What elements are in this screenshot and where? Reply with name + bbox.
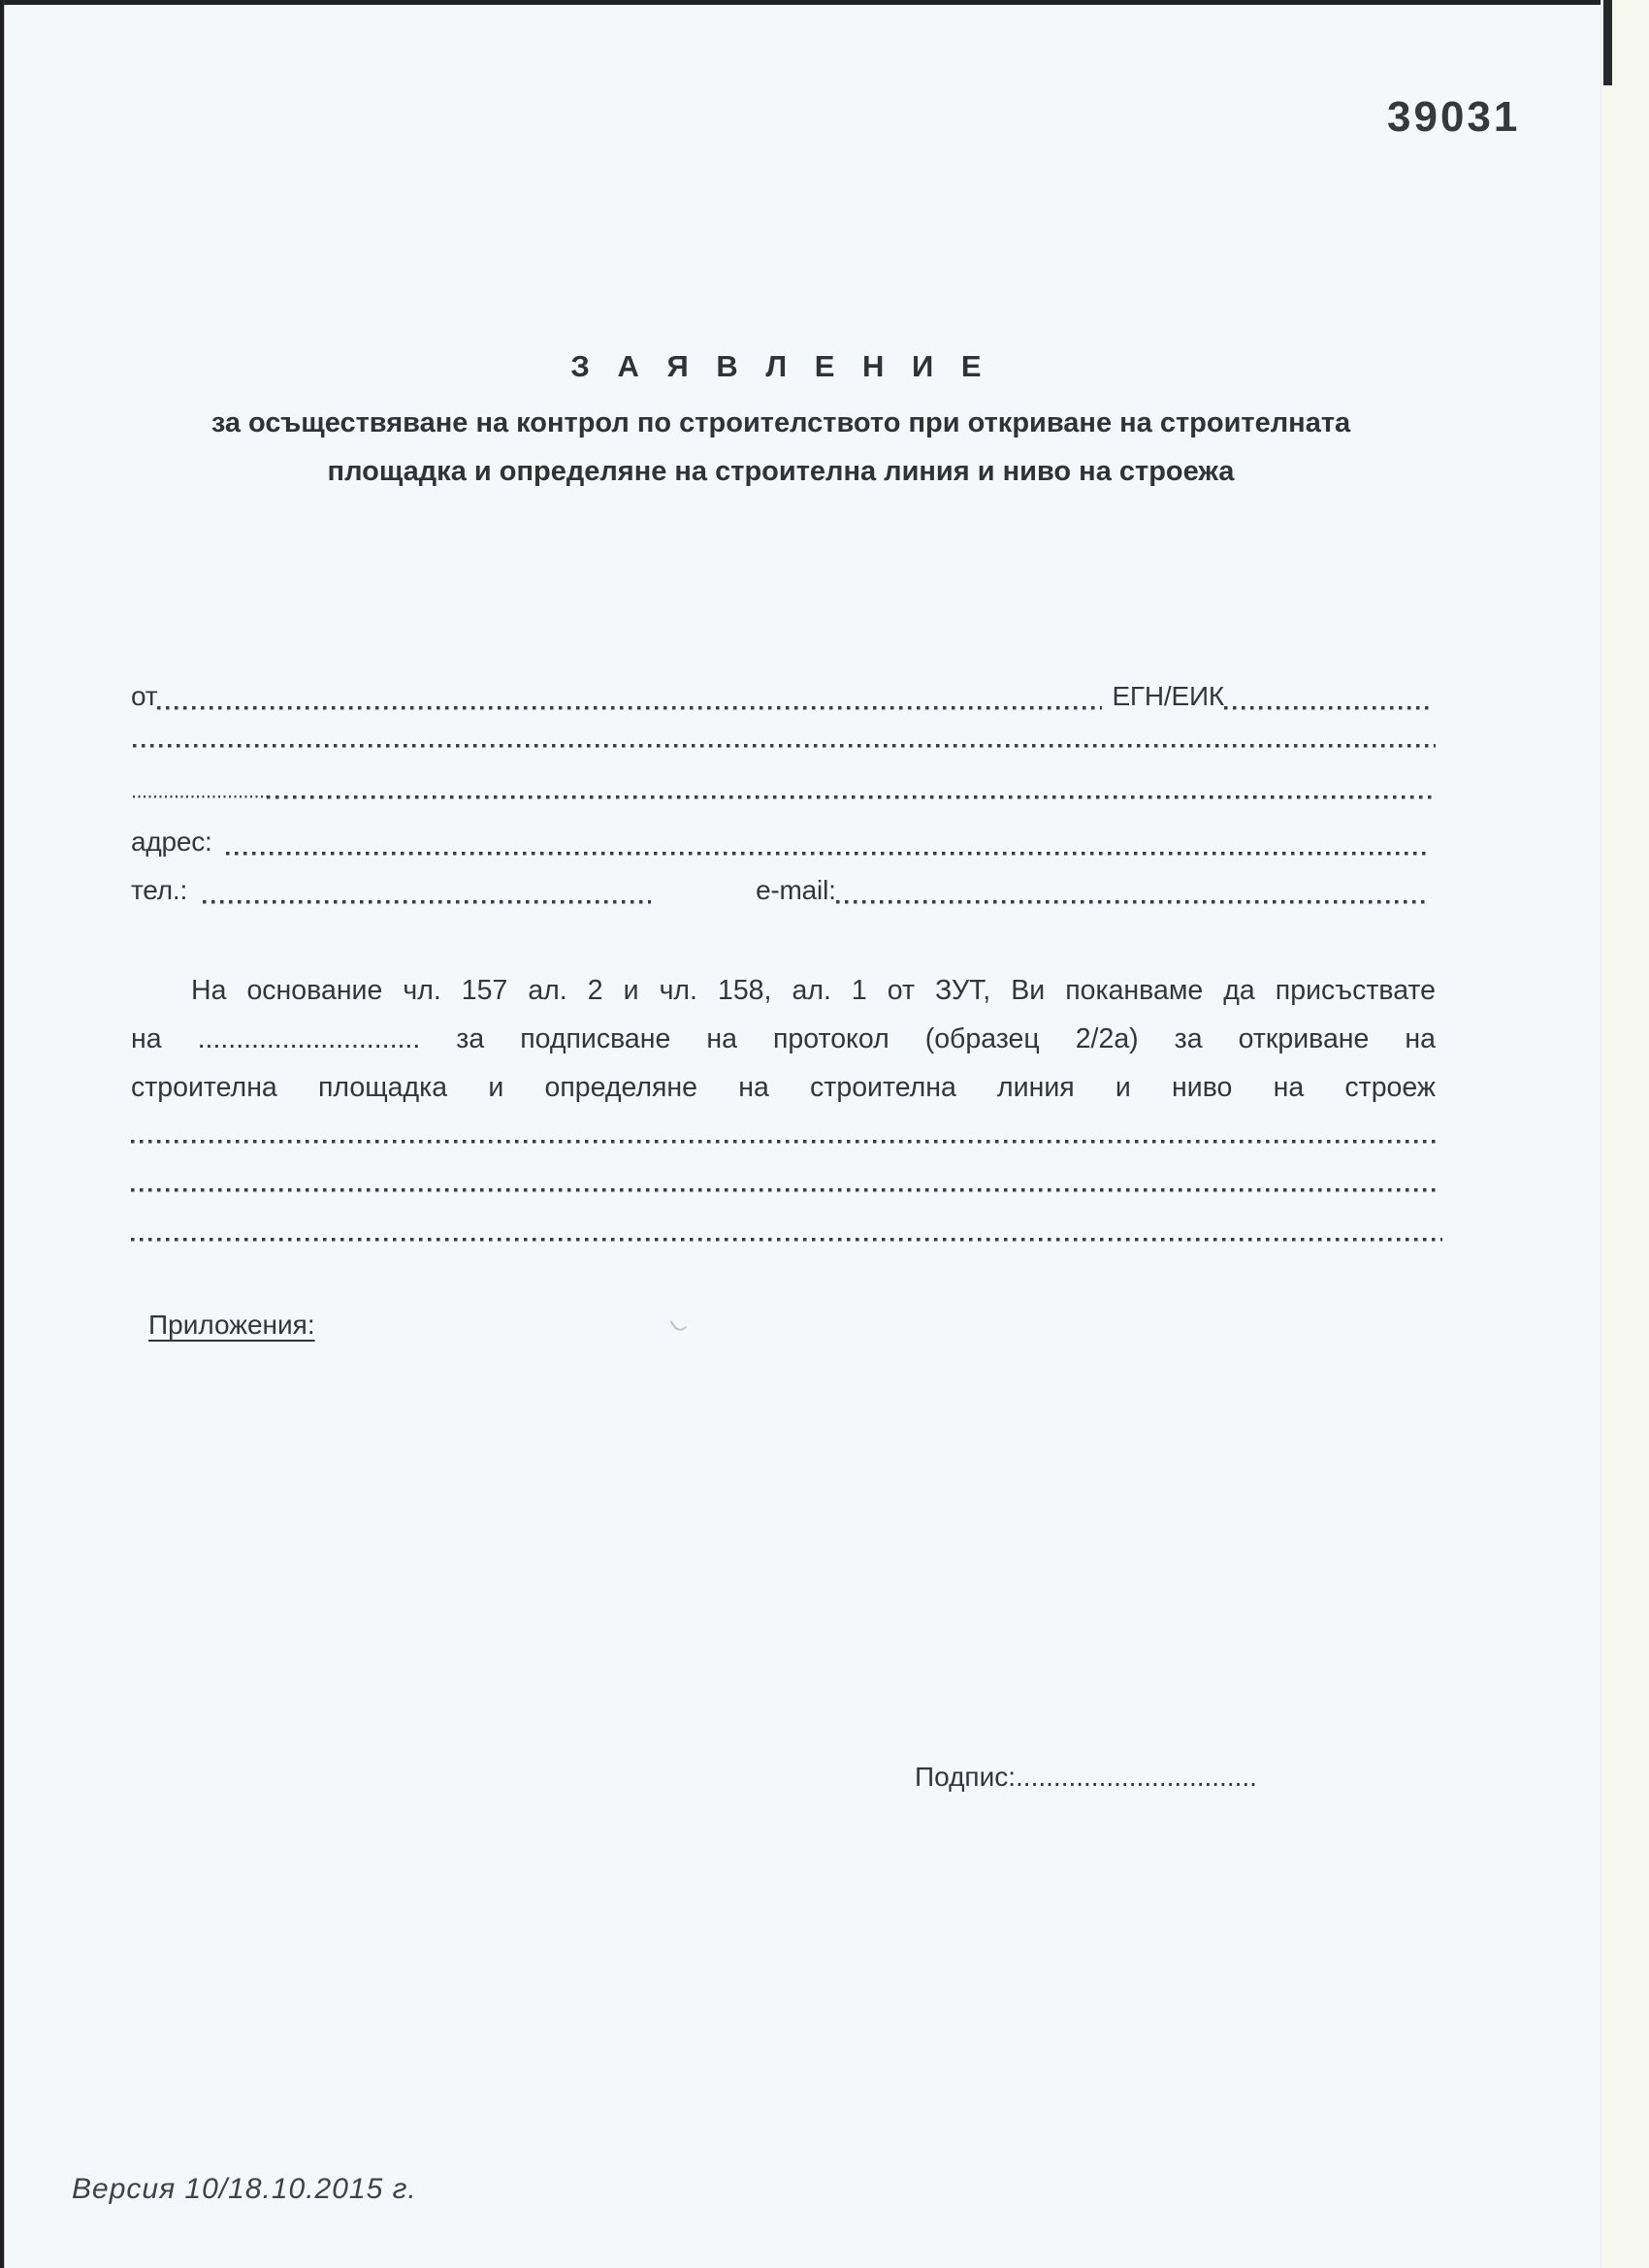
scan-edge-left [0,0,5,2268]
scan-edge-top [0,0,1649,5]
version-note: Версия 10/18.10.2015 г. [72,2173,417,2205]
scan-speckle [670,1315,688,1334]
body-paragraph [131,966,1436,1112]
phone-email-row [131,871,1429,910]
body-line2: на ............................. за подписване на протокол (образец 2/2а) за откриване на [131,1023,1436,1054]
address-fill-line [226,823,1429,861]
phone-fill-line [203,871,651,910]
body-fill-line-1 [131,1140,1436,1144]
form-subtitle-line2: площадка и определяне на строителна линия и ниво на строежа [327,456,1235,487]
egn-fill-line [1224,677,1434,716]
form-subtitle-line1: за осъществяване на контрол по строителството при откриване на строителната [210,407,1351,438]
scan-edge-notch [1603,0,1612,85]
form-title: З А Я В Л Е Н И Е [570,349,991,383]
body-line1: На основание чл. 157 ал. 2 и чл. 158, ал. 1 от ЗУТ, Ви поканваме да присъствате [191,975,1436,1006]
body-fill-line-3 [131,1238,1442,1242]
body-fill-line-2 [131,1188,1440,1192]
address-row [131,823,1429,861]
egn-label: ЕГН/ЕИК [1112,681,1224,711]
email-label: e-mail: [756,875,836,905]
doc-number: 39031 [1387,93,1521,141]
attachments-label: Приложения: [148,1310,315,1340]
form-subtitle [131,399,1431,496]
signature-row [915,1758,1257,1797]
phone-label: тел.: [131,875,188,905]
signature-label: Подпис: [915,1762,1017,1792]
from-fill-line-3 [267,766,1436,805]
from-fill-line-3-fine [133,766,267,805]
from-row [131,677,1434,716]
address-label: адрес: [131,826,212,857]
from-fill-line [157,677,1102,716]
scan-page-right-edge [1600,0,1649,2268]
from-fill-row-3 [133,766,1436,805]
from-fill-line-2 [133,744,1436,748]
body-line3: строителна площадка и определяне на строителна линия и ниво на строеж [131,1072,1436,1103]
signature-fill-dots: ................................ [1016,1762,1257,1792]
email-fill-line [836,871,1429,910]
from-label: от [131,681,158,711]
